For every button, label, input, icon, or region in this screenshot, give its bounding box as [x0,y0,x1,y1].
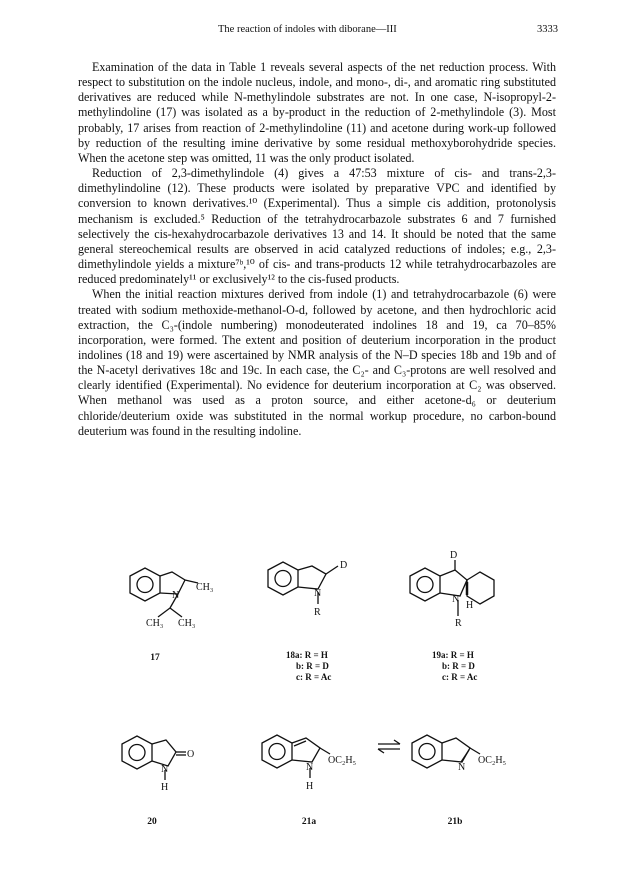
structure-21b [412,735,506,773]
atom-r: R [314,607,321,618]
variant-18c: c: R = Ac [296,672,332,682]
atom-n: N [172,590,180,601]
structure-figures [0,540,624,892]
running-title: The reaction of indoles with diborane—III [218,24,397,35]
atom-d: D [340,560,348,571]
structures-drawing [0,540,624,892]
equilibrium-arrows [378,740,400,753]
atom-n: N [452,594,460,605]
variants-19 [432,650,502,683]
atom-ch3-right: CH₃ [178,618,196,629]
structure-18 [268,560,347,618]
variant-18a: 18a: R = H [286,650,328,660]
atom-h: H [161,782,169,793]
compound-label-21a: 21a [301,817,317,827]
paragraph-3: When the initial reaction mixtures derived from indole (1) and tetrahydrocarbazole (6) were treated with sodium methoxide-methanol-O-d, followed by acetone, and then hydrochloric acid extraction, the C₃-(indole numbering) monodeuterated indolines 18 and 19, ca 70–85% incorporation, were formed. The extent and position of deuterium incorporation in the product indolines (18 and 19) were ascertained by NMR analysis of the N–D species 18b and 19b and of the N-acetyl derivatives 18c and 19c. In each case, the C₂- and C₃-protons are well resolved and clearly identified (Experimental). No evidence for deuterium incorporation at C₂ was observed. When methanol was used as a proton source, and either acetone-d₆ or deuterium chloride/deuterium oxide was substituted in the normal workup procedure, no carbon-bound deuterium was found in the resulting indoline. [78,287,556,438]
body-text [78,60,556,439]
atom-oc2h5: OC₂H₅ [328,755,357,766]
paragraph-1: Examination of the data in Table 1 reveals several aspects of the net reduction process. With respect to substitution on the indole nucleus, indole, and mono-, di-, and aromatic ring substituted derivatives are reduced while N-methylindole substrates are not. In one case, N-isopropyl-2-methylindoline (17) was isolated as a by-product in the reduction of 2-methylindole (3). Most probably, 17 arises from reaction of 2-methylindoline (11) and acetone during work-up followed by reduction of the resulting imine derivative by some residual methoxyborohydride species. When the acetone step was omitted, 11 was the only product isolated. [78,60,556,165]
atom-n: N [458,762,466,773]
compound-label-21b: 21b [447,817,463,827]
atom-h: H [306,781,314,792]
atom-n: N [306,762,314,773]
variant-18b: b: R = D [296,661,329,671]
paragraph-2: Reduction of 2,3-dimethylindole (4) gives a 47:53 mixture of cis- and trans-2,3-dimethylindoline (12). These products were isolated by preparative VPC and identified by conversion to known derivatives.¹⁰ (Experimental). Thus a simple cis addition, protonolysis mechanism is excluded.⁵ Reduction of the tetrahydrocarbazole substrates 6 and 7 furnished selectively the cis-hexahydrocarbazole derivatives 13 and 14. It should be noted that the same general stereochemical results are observed in acid catalyzed reductions of indoles; e.g., 2,3-dimethylindole yields a mixture⁷ᵇ,¹⁰ of cis- and trans-products 12 while tetrahydrocarbazoles are reduced predominately¹¹ or exclusively¹² to the cis-fused products. [78,166,556,287]
structure-20 [122,736,194,793]
atom-n: N [314,588,322,599]
variant-19a: 19a: R = H [432,650,474,660]
structure-21a [262,735,356,792]
atom-ch3-left: CH₃ [146,618,164,629]
compound-label-17: 17 [150,653,160,663]
atom-n: N [161,764,169,775]
atom-h: H [466,600,474,611]
atom-r: R [455,618,462,629]
variant-19c: c: R = Ac [442,672,478,682]
structure-17 [130,568,213,629]
atom-o: O [187,749,195,760]
page-header [78,24,558,35]
atom-oc2h5: OC₂H₅ [478,755,507,766]
compound-label-20: 20 [147,817,157,827]
page-number: 3333 [537,24,558,35]
structure-19 [410,550,494,629]
atom-d: D [450,550,458,561]
atom-ch3-methyl: CH₃ [196,582,214,593]
variant-19b: b: R = D [442,661,475,671]
variants-18 [286,650,356,683]
